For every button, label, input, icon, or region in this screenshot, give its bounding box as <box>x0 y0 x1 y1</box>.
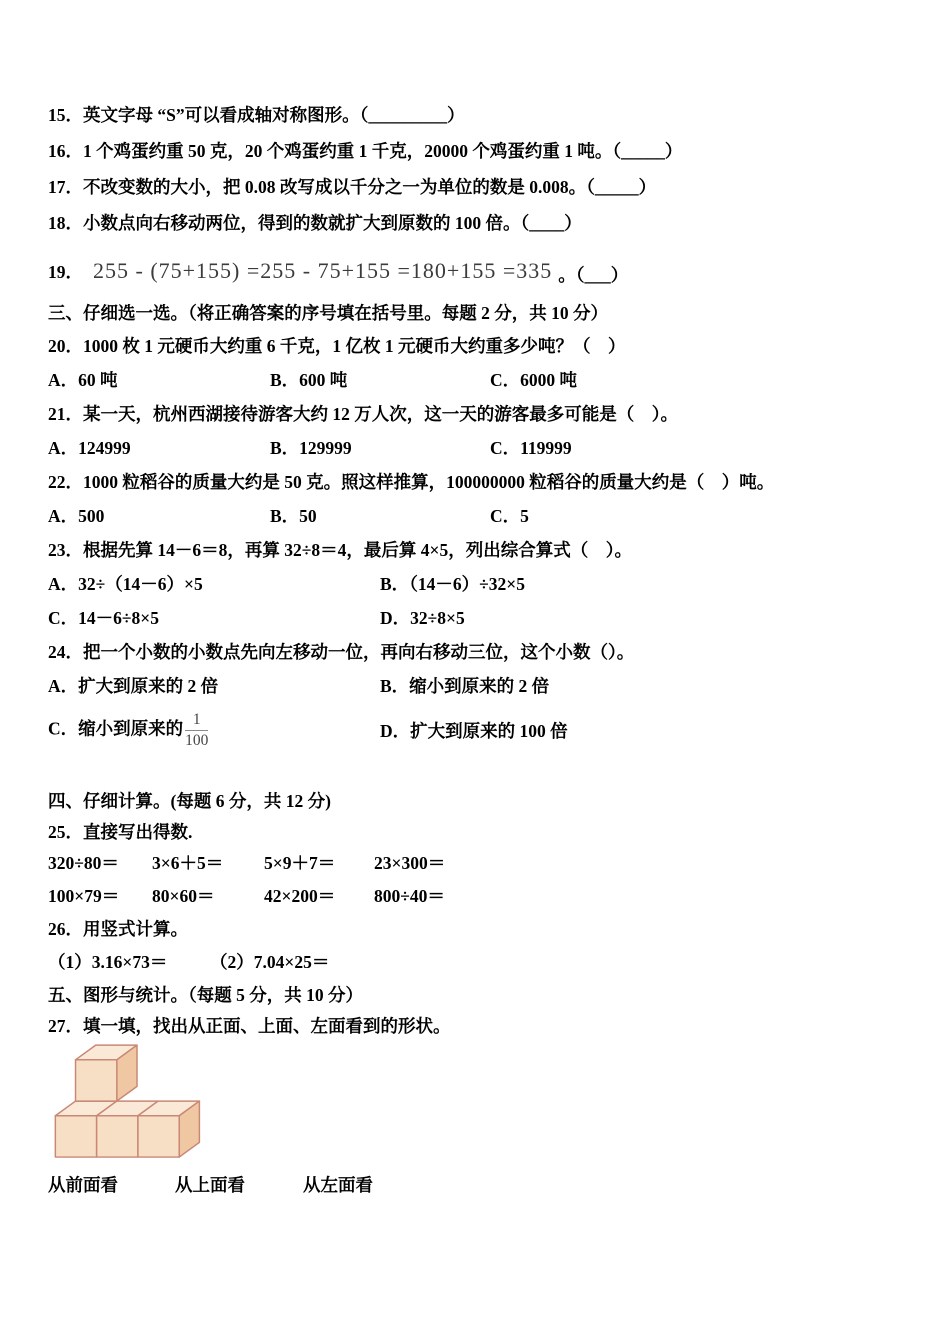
question-23-option-d: D．32÷8×5 <box>380 607 465 628</box>
cube1-front-face <box>55 1116 96 1157</box>
question-26-item-1: （1）3.16×73＝ <box>48 951 168 972</box>
question-19-number: 19． <box>48 262 83 282</box>
question-23-option-c: C．14－6÷8×5 <box>48 607 159 628</box>
question-26 <box>48 912 914 944</box>
question-17 <box>48 168 914 204</box>
section-4-header <box>48 784 914 816</box>
question-24 <box>48 634 914 668</box>
question-26-subitems <box>48 944 914 978</box>
question-21 <box>48 396 914 430</box>
question-15-text: 15．英文字母 “S”可以看成轴对称图形。（_________） <box>48 104 465 125</box>
cube2-front-face <box>97 1116 138 1157</box>
fraction-numerator: 1 <box>185 711 208 731</box>
question-21-option-b: B．129999 <box>270 437 352 458</box>
section-3-header <box>48 296 914 328</box>
section-spacer <box>48 286 914 296</box>
expression: 800÷40＝ <box>374 885 445 906</box>
top-cube-front-face <box>76 1060 117 1101</box>
question-24-option-b: B．缩小到原来的 2 倍 <box>380 675 550 696</box>
question-25-row-2 <box>48 878 914 912</box>
question-27 <box>48 1010 914 1040</box>
expression: 3×6＋5＝ <box>152 852 224 873</box>
question-22-option-c: C．5 <box>490 505 529 526</box>
question-21-text: 21．某一天，杭州西湖接待游客大约 12 万人次，这一天的游客最多可能是（ ）。 <box>48 403 678 424</box>
question-20-text: 20．1000 枚 1 元硬币大约重 6 千克，1 亿枚 1 元硬币大约重多少吨？（ ） <box>48 335 626 356</box>
section-3-header-text: 三、仔细选一选。（将正确答案的序号填在括号里。每题 2 分，共 10 分） <box>48 302 608 323</box>
question-24-option-a: A．扩大到原来的 2 倍 <box>48 675 219 696</box>
section-spacer <box>48 758 914 784</box>
question-26-item-2: （2）7.04×25＝ <box>210 951 330 972</box>
question-19-formula: 255 - (75+155) =255 - 75+155 =180+155 =335 <box>93 258 553 283</box>
question-24-text: 24．把一个小数的小数点先向左移动一位，再向右移动三位，这个小数（）。 <box>48 641 635 662</box>
question-19 <box>48 240 914 286</box>
view-label-left: 从左面看 <box>303 1174 373 1195</box>
cube-stack-figure <box>48 1042 914 1164</box>
expression: 80×60＝ <box>152 885 215 906</box>
question-22-option-a: A．500 <box>48 505 105 526</box>
view-label-top: 从上面看 <box>175 1174 245 1195</box>
question-22-text: 22．1000 粒稻谷的质量大约是 50 克。照这样推算，100000000 粒稻谷的质量大约是（ ）吨。 <box>48 471 775 492</box>
question-21-options <box>48 430 914 464</box>
question-16 <box>48 132 914 168</box>
question-22-option-b: B．50 <box>270 505 317 526</box>
cube3-front-face <box>138 1116 179 1157</box>
question-25-text: 25．直接写出得数. <box>48 821 193 842</box>
question-24-options-cd <box>48 702 914 758</box>
question-20-option-a: A．60 吨 <box>48 369 118 390</box>
question-20-option-b: B．600 吨 <box>270 369 348 390</box>
fraction-1-over-100 <box>185 711 208 750</box>
fraction-denominator: 100 <box>185 731 209 749</box>
question-23-text: 23．根据先算 14－6＝8，再算 32÷8＝4，最后算 4×5，列出综合算式（ ）。 <box>48 539 632 560</box>
section-5-header <box>48 978 914 1010</box>
question-19-tail: 。（___） <box>558 264 629 285</box>
question-24-option-c <box>48 711 380 750</box>
question-25-row-1 <box>48 846 914 878</box>
question-22-options <box>48 498 914 532</box>
question-25 <box>48 816 914 846</box>
question-21-option-a: A．124999 <box>48 437 131 458</box>
question-20-options <box>48 362 914 396</box>
question-20-option-c: C．6000 吨 <box>490 369 578 390</box>
view-labels-row <box>48 1164 914 1204</box>
question-23-options-cd <box>48 600 914 634</box>
question-24-option-d: D．扩大到原来的 100 倍 <box>380 720 568 741</box>
expression: 5×9＋7＝ <box>264 852 336 873</box>
question-27-text: 27．填一填，找出从正面、上面、左面看到的形状。 <box>48 1015 451 1036</box>
question-15 <box>48 96 914 132</box>
cube-group <box>55 1045 199 1157</box>
question-18 <box>48 204 914 240</box>
question-23-option-b: B．（14－6）÷32×5 <box>380 573 525 594</box>
question-23 <box>48 532 914 566</box>
question-22 <box>48 464 914 498</box>
question-20 <box>48 328 914 362</box>
section-4-header-text: 四、仔细计算。(每题 6 分，共 12 分) <box>48 790 331 811</box>
expression: 320÷80＝ <box>48 852 119 873</box>
question-23-option-a: A．32÷（14－6）×5 <box>48 573 203 594</box>
view-label-front: 从前面看 <box>48 1174 118 1195</box>
question-17-text: 17．不改变数的大小，把 0.08 改写成以千分之一为单位的数是 0.008。（_____） <box>48 176 657 197</box>
question-24-option-c-prefix: C．缩小到原来的 <box>48 718 184 739</box>
expression: 100×79＝ <box>48 885 120 906</box>
section-5-header-text: 五、图形与统计。（每题 5 分，共 10 分） <box>48 984 363 1005</box>
question-21-option-c: C．119999 <box>490 437 572 458</box>
question-26-text: 26．用竖式计算。 <box>48 918 188 939</box>
question-23-options-ab <box>48 566 914 600</box>
expression: 42×200＝ <box>264 885 336 906</box>
expression: 23×300＝ <box>374 852 446 873</box>
question-24-options-ab <box>48 668 914 702</box>
cube-stack-svg <box>48 1042 204 1162</box>
question-18-text: 18．小数点向右移动两位，得到的数就扩大到原数的 100 倍。（____） <box>48 212 582 233</box>
question-16-text: 16．1 个鸡蛋约重 50 克，20 个鸡蛋约重 1 千克，20000 个鸡蛋约重 1 吨。（_____） <box>48 140 683 161</box>
